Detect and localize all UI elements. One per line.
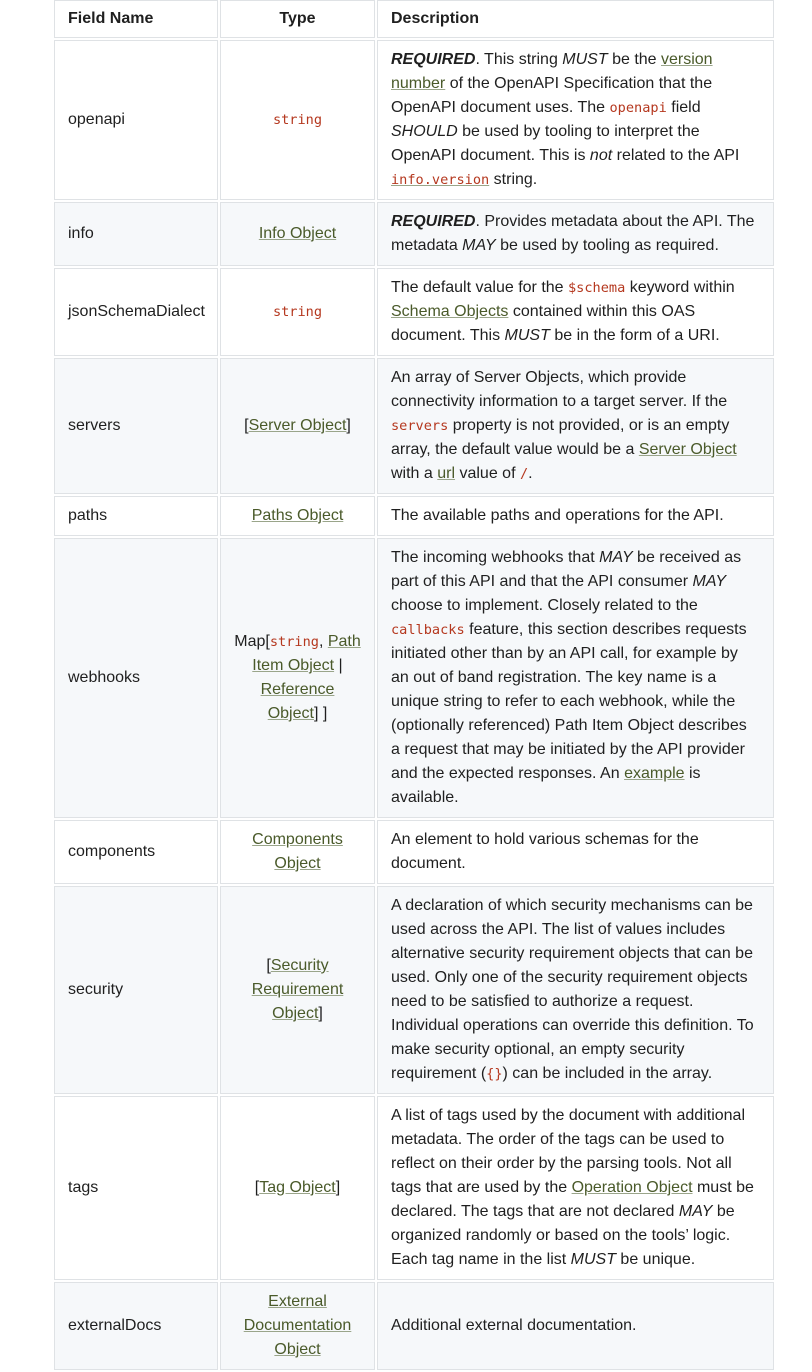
field-type: [Server Object] [220, 358, 375, 494]
field-type: Map[string, Path Item Object | Reference Object] ] [220, 538, 375, 818]
table-row-jsonschemadialect [54, 268, 774, 356]
components-object-link[interactable]: Components Object [252, 831, 343, 872]
table-row-components [54, 820, 774, 884]
table-header-row [54, 0, 774, 38]
field-description: The incoming webhooks that MAY be received as part of this API and that the API consumer MAY choose to implement. Closely related to the callbacks feature, this section describes requests initiated other than by an API call, for example by an out of band registration. The key name is a unique string to refer to each webhook, while the (optionally referenced) Path Item Object describes a request that may be initiated by the API provider and the expected responses. An example is available. [377, 538, 774, 818]
table-row-tags [54, 1096, 774, 1280]
field-description: A declaration of which security mechanisms can be used across the API. The list of values includes alternative security requirement objects that can be used. Only one of the security requirement objects need to be satisfied to authorize a request. Individual operations can override this definition. To make security optional, an empty security requirement ({}) can be included in the array. [377, 886, 774, 1094]
field-type [220, 1282, 375, 1370]
field-name: externalDocs [54, 1282, 218, 1370]
field-description: A list of tags used by the document with additional metadata. The order of the tags can be used to reflect on their order by the parsing tools. Not all tags that are used by the Operation Object must be declared. The tags that are not declared MAY be organized randomly or based on the tools’ logic. Each tag name in the list MUST be unique. [377, 1096, 774, 1280]
paths-object-link[interactable]: Paths Object [251, 507, 344, 524]
field-name: openapi [54, 40, 218, 200]
field-type: [Security Requirement Object] [220, 886, 375, 1094]
path-item-object-link[interactable]: Path Item Object [252, 633, 361, 674]
table-row-externaldocs [54, 1282, 774, 1370]
version-number-link[interactable]: version number [391, 51, 713, 92]
field-name: servers [54, 358, 218, 494]
field-name: security [54, 886, 218, 1094]
field-name: info [54, 202, 218, 266]
type-code: string [272, 304, 323, 320]
field-type [220, 202, 375, 266]
field-name: tags [54, 1096, 218, 1280]
field-description: REQUIRED. This string MUST be the version number of the OpenAPI Specification that the OpenAPI document uses. The openapi field SHOULD be used by tooling to interpret the OpenAPI document. This is not related to the API info.version string. [377, 40, 774, 200]
field-description: An element to hold various schemas for the document. [377, 820, 774, 884]
field-type [220, 268, 375, 356]
security-requirement-object-link[interactable]: Security Requirement Object [251, 957, 344, 1022]
table-row-servers [54, 358, 774, 494]
field-name: components [54, 820, 218, 884]
field-name: webhooks [54, 538, 218, 818]
field-type: [Tag Object] [220, 1096, 375, 1280]
field-description: An array of Server Objects, which provide connectivity information to a target server. If the servers property is not provided, or is an empty array, the default value would be a Server Object with a url value of /. [377, 358, 774, 494]
header-type: Type [220, 0, 375, 38]
field-description: The available paths and operations for the API. [377, 496, 774, 536]
header-field-name: Field Name [54, 0, 218, 38]
field-description: Additional external documentation. [377, 1282, 774, 1370]
tag-object-link[interactable]: Tag Object [259, 1179, 336, 1196]
example-link[interactable]: example [624, 765, 685, 782]
table-row-webhooks [54, 538, 774, 818]
server-object-link[interactable]: Server Object [248, 417, 347, 434]
external-documentation-object-link[interactable]: External Documentation Object [243, 1293, 352, 1358]
info-object-link[interactable]: Info Object [258, 225, 337, 242]
url-link[interactable]: url [437, 465, 456, 482]
table-row-openapi [54, 40, 774, 200]
reference-object-link[interactable]: Reference Object [260, 681, 335, 722]
info-version-link[interactable]: info.version [391, 172, 490, 188]
table-row-info [54, 202, 774, 266]
table-row-security [54, 886, 774, 1094]
field-name: paths [54, 496, 218, 536]
field-type [220, 40, 375, 200]
schema-objects-link[interactable]: Schema Objects [391, 303, 509, 320]
operation-object-link[interactable]: Operation Object [571, 1179, 693, 1196]
field-description: The default value for the $schema keyword within Schema Objects contained within this OAS document. This MUST be in the form of a URI. [377, 268, 774, 356]
field-name: jsonSchemaDialect [54, 268, 218, 356]
field-type [220, 496, 375, 536]
server-object-link[interactable]: Server Object [638, 441, 737, 458]
table-row-paths [54, 496, 774, 536]
field-description: REQUIRED. Provides metadata about the API. The metadata MAY be used by tooling as required. [377, 202, 774, 266]
field-type [220, 820, 375, 884]
header-description: Description [377, 0, 774, 38]
fixed-fields-table [52, 0, 776, 1372]
type-code: string [272, 112, 323, 128]
